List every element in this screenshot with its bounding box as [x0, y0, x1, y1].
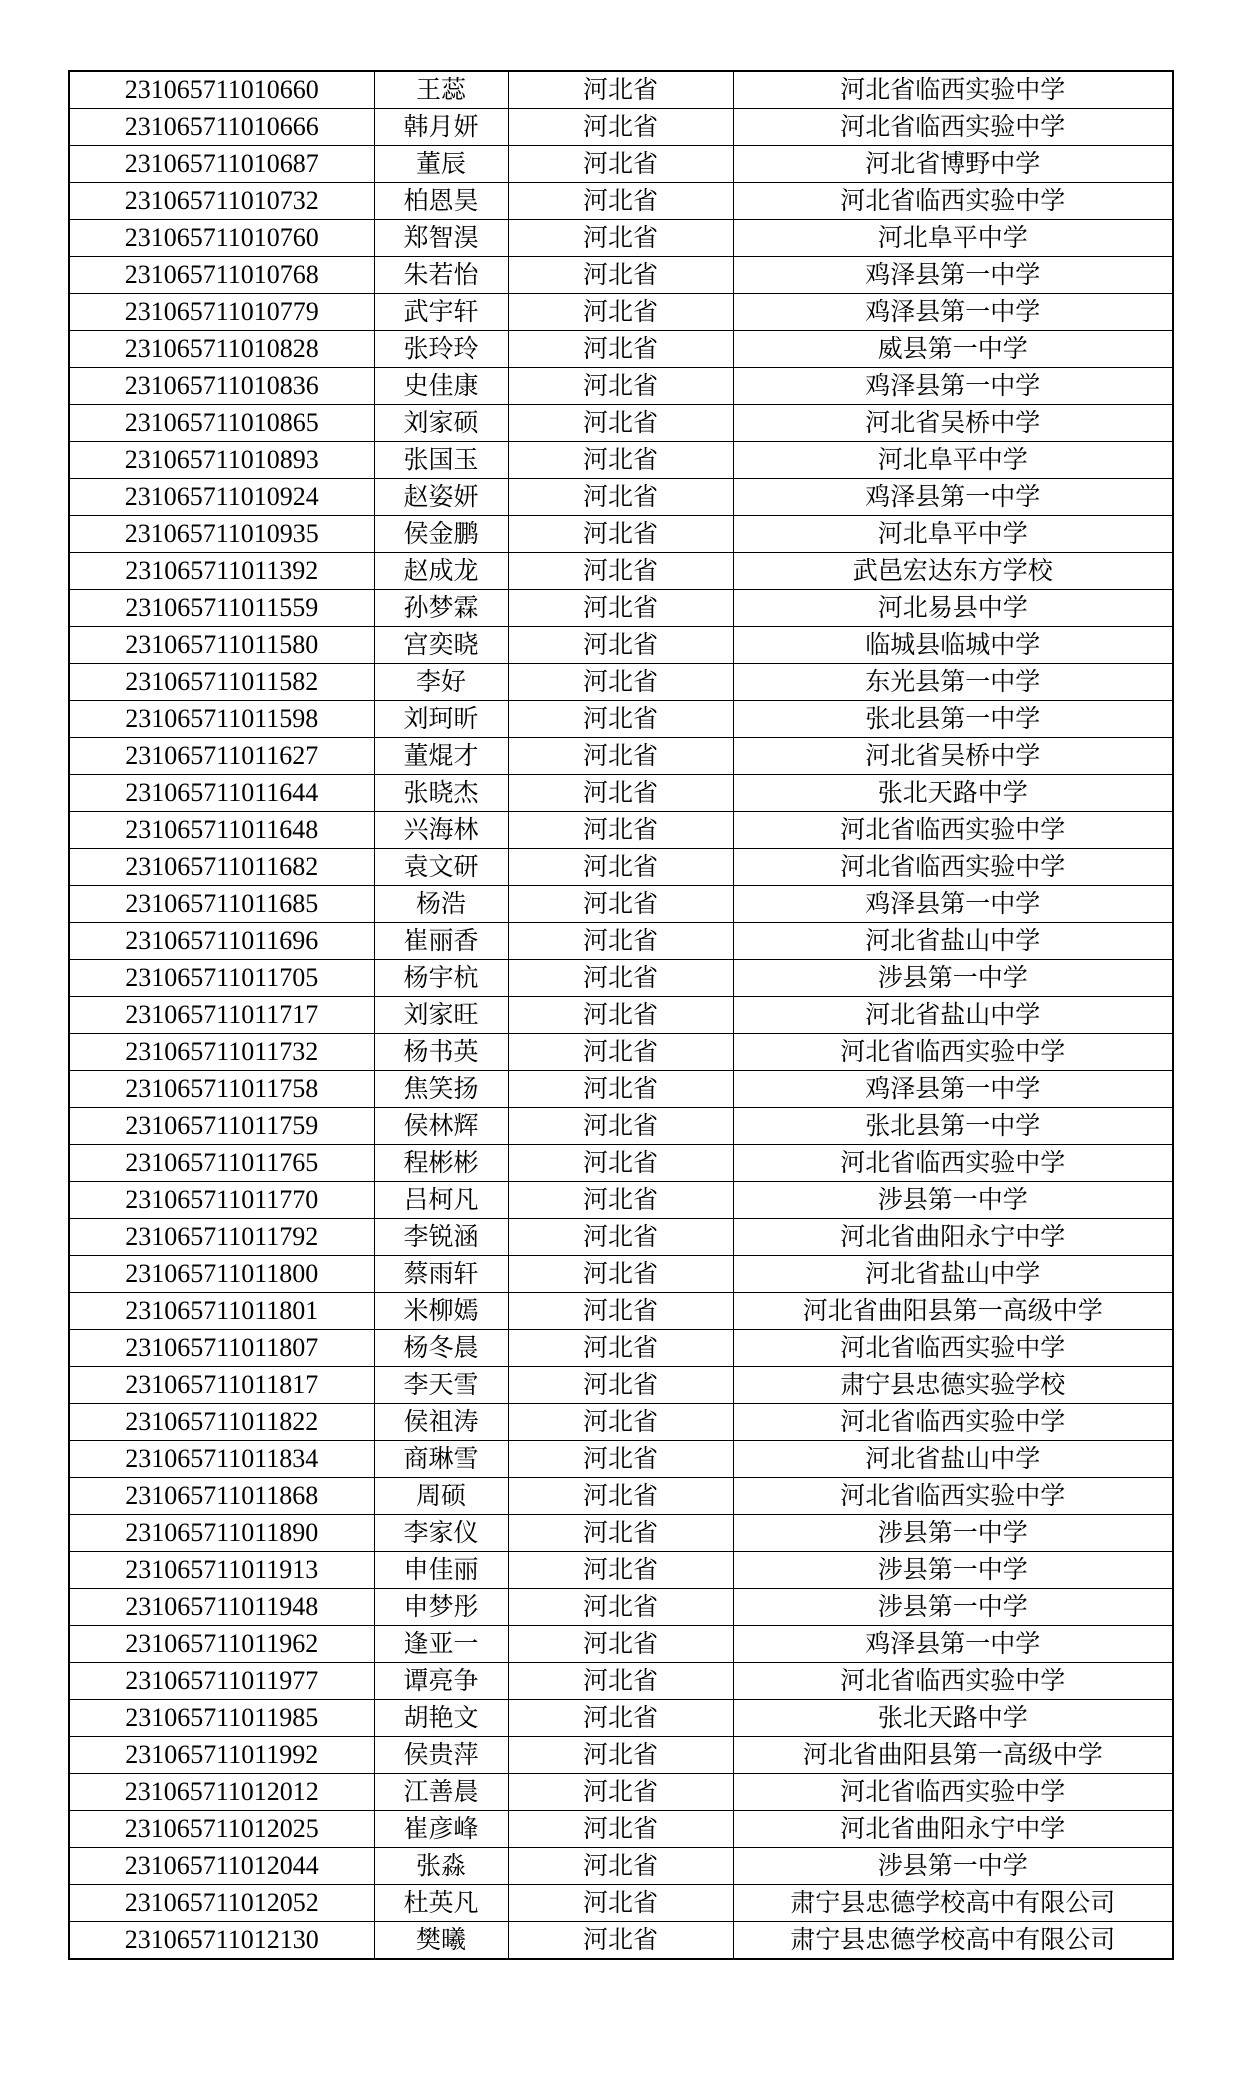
school-cell: 河北省临西实验中学	[733, 1478, 1173, 1515]
student-name-cell: 刘家硕	[374, 405, 508, 442]
school-cell: 河北省临西实验中学	[733, 1145, 1173, 1182]
student-name-cell: 杨冬晨	[374, 1330, 508, 1367]
table-row	[69, 997, 1173, 1034]
student-id-cell: 231065711011392	[69, 553, 374, 590]
student-id-cell: 231065711010660	[69, 71, 374, 109]
student-id-cell: 231065711011758	[69, 1071, 374, 1108]
province-cell: 河北省	[508, 71, 733, 109]
table-row	[69, 1552, 1173, 1589]
table-row	[69, 775, 1173, 812]
school-cell: 河北易县中学	[733, 590, 1173, 627]
province-cell: 河北省	[508, 1404, 733, 1441]
table-row	[69, 1034, 1173, 1071]
table-row	[69, 1848, 1173, 1885]
student-id-cell: 231065711011792	[69, 1219, 374, 1256]
province-cell: 河北省	[508, 1478, 733, 1515]
school-cell: 肃宁县忠德学校高中有限公司	[733, 1885, 1173, 1922]
school-cell: 河北省吴桥中学	[733, 738, 1173, 775]
table-row	[69, 1256, 1173, 1293]
school-cell: 河北省盐山中学	[733, 923, 1173, 960]
table-row	[69, 1589, 1173, 1626]
school-cell: 河北阜平中学	[733, 220, 1173, 257]
table-row	[69, 1700, 1173, 1737]
student-id-cell: 231065711011962	[69, 1626, 374, 1663]
school-cell: 武邑宏达东方学校	[733, 553, 1173, 590]
school-cell: 涉县第一中学	[733, 1848, 1173, 1885]
student-id-cell: 231065711010893	[69, 442, 374, 479]
school-cell: 河北省盐山中学	[733, 1256, 1173, 1293]
student-id-cell: 231065711011817	[69, 1367, 374, 1404]
table-row	[69, 368, 1173, 405]
student-name-cell: 樊曦	[374, 1922, 508, 1960]
student-name-cell: 侯祖涛	[374, 1404, 508, 1441]
student-name-cell: 侯林辉	[374, 1108, 508, 1145]
table-row	[69, 479, 1173, 516]
table-row	[69, 294, 1173, 331]
school-cell: 河北省临西实验中学	[733, 71, 1173, 109]
school-cell: 河北省临西实验中学	[733, 1774, 1173, 1811]
student-name-cell: 宫奕晓	[374, 627, 508, 664]
table-row	[69, 1885, 1173, 1922]
student-name-cell: 赵成龙	[374, 553, 508, 590]
province-cell: 河北省	[508, 997, 733, 1034]
student-id-cell: 231065711011890	[69, 1515, 374, 1552]
province-cell: 河北省	[508, 368, 733, 405]
table-row	[69, 109, 1173, 146]
table-row	[69, 590, 1173, 627]
student-id-cell: 231065711011834	[69, 1441, 374, 1478]
student-name-cell: 韩月妍	[374, 109, 508, 146]
table-row	[69, 1367, 1173, 1404]
student-id-cell: 231065711010732	[69, 183, 374, 220]
student-name-cell: 崔丽香	[374, 923, 508, 960]
student-name-cell: 江善晨	[374, 1774, 508, 1811]
student-name-cell: 吕柯凡	[374, 1182, 508, 1219]
student-id-cell: 231065711010687	[69, 146, 374, 183]
student-name-cell: 董焜才	[374, 738, 508, 775]
province-cell: 河北省	[508, 738, 733, 775]
table-row	[69, 1219, 1173, 1256]
table-row	[69, 1811, 1173, 1848]
school-cell: 河北省盐山中学	[733, 1441, 1173, 1478]
province-cell: 河北省	[508, 775, 733, 812]
school-cell: 鸡泽县第一中学	[733, 1071, 1173, 1108]
province-cell: 河北省	[508, 220, 733, 257]
province-cell: 河北省	[508, 886, 733, 923]
student-id-cell: 231065711011732	[69, 1034, 374, 1071]
student-name-cell: 李好	[374, 664, 508, 701]
table-row	[69, 516, 1173, 553]
student-id-cell: 231065711011580	[69, 627, 374, 664]
student-id-cell: 231065711011868	[69, 1478, 374, 1515]
student-name-cell: 李家仪	[374, 1515, 508, 1552]
roster-body	[69, 71, 1173, 1959]
student-id-cell: 231065711011759	[69, 1108, 374, 1145]
table-row	[69, 1663, 1173, 1700]
table-row	[69, 331, 1173, 368]
province-cell: 河北省	[508, 1256, 733, 1293]
student-id-cell: 231065711010836	[69, 368, 374, 405]
province-cell: 河北省	[508, 294, 733, 331]
province-cell: 河北省	[508, 923, 733, 960]
province-cell: 河北省	[508, 701, 733, 738]
province-cell: 河北省	[508, 1071, 733, 1108]
student-id-cell: 231065711010935	[69, 516, 374, 553]
table-row	[69, 442, 1173, 479]
school-cell: 鸡泽县第一中学	[733, 886, 1173, 923]
province-cell: 河北省	[508, 146, 733, 183]
province-cell: 河北省	[508, 1885, 733, 1922]
table-row	[69, 1182, 1173, 1219]
table-row	[69, 183, 1173, 220]
student-name-cell: 胡艳文	[374, 1700, 508, 1737]
province-cell: 河北省	[508, 1774, 733, 1811]
student-name-cell: 蔡雨轩	[374, 1256, 508, 1293]
student-id-cell: 231065711011765	[69, 1145, 374, 1182]
school-cell: 鸡泽县第一中学	[733, 1626, 1173, 1663]
student-id-cell: 231065711010768	[69, 257, 374, 294]
school-cell: 鸡泽县第一中学	[733, 257, 1173, 294]
student-name-cell: 商琳雪	[374, 1441, 508, 1478]
student-id-cell: 231065711011559	[69, 590, 374, 627]
province-cell: 河北省	[508, 590, 733, 627]
province-cell: 河北省	[508, 627, 733, 664]
student-name-cell: 米柳嫣	[374, 1293, 508, 1330]
province-cell: 河北省	[508, 1552, 733, 1589]
student-id-cell: 231065711012044	[69, 1848, 374, 1885]
school-cell: 肃宁县忠德学校高中有限公司	[733, 1922, 1173, 1960]
school-cell: 涉县第一中学	[733, 1589, 1173, 1626]
student-name-cell: 崔彦峰	[374, 1811, 508, 1848]
province-cell: 河北省	[508, 1589, 733, 1626]
table-row	[69, 553, 1173, 590]
province-cell: 河北省	[508, 109, 733, 146]
province-cell: 河北省	[508, 1700, 733, 1737]
student-name-cell: 郑智淏	[374, 220, 508, 257]
school-cell: 河北阜平中学	[733, 442, 1173, 479]
school-cell: 威县第一中学	[733, 331, 1173, 368]
school-cell: 河北省曲阳县第一高级中学	[733, 1737, 1173, 1774]
student-name-cell: 王蕊	[374, 71, 508, 109]
student-name-cell: 申梦彤	[374, 1589, 508, 1626]
school-cell: 张北天路中学	[733, 775, 1173, 812]
student-id-cell: 231065711012012	[69, 1774, 374, 1811]
student-name-cell: 刘珂昕	[374, 701, 508, 738]
student-id-cell: 231065711010760	[69, 220, 374, 257]
table-row	[69, 923, 1173, 960]
school-cell: 涉县第一中学	[733, 1182, 1173, 1219]
school-cell: 河北省临西实验中学	[733, 1330, 1173, 1367]
table-row	[69, 405, 1173, 442]
school-cell: 河北省临西实验中学	[733, 1404, 1173, 1441]
province-cell: 河北省	[508, 960, 733, 997]
province-cell: 河北省	[508, 405, 733, 442]
school-cell: 张北县第一中学	[733, 701, 1173, 738]
school-cell: 河北省临西实验中学	[733, 1663, 1173, 1700]
school-cell: 鸡泽县第一中学	[733, 294, 1173, 331]
table-row	[69, 1404, 1173, 1441]
student-name-cell: 刘家旺	[374, 997, 508, 1034]
student-name-cell: 朱若怡	[374, 257, 508, 294]
province-cell: 河北省	[508, 1108, 733, 1145]
school-cell: 鸡泽县第一中学	[733, 479, 1173, 516]
province-cell: 河北省	[508, 1737, 733, 1774]
province-cell: 河北省	[508, 1293, 733, 1330]
school-cell: 鸡泽县第一中学	[733, 368, 1173, 405]
student-id-cell: 231065711011948	[69, 1589, 374, 1626]
student-id-cell: 231065711010828	[69, 331, 374, 368]
table-row	[69, 1293, 1173, 1330]
table-row	[69, 886, 1173, 923]
table-row	[69, 849, 1173, 886]
student-name-cell: 焦笑扬	[374, 1071, 508, 1108]
student-id-cell: 231065711012025	[69, 1811, 374, 1848]
student-name-cell: 谭亮争	[374, 1663, 508, 1700]
province-cell: 河北省	[508, 1219, 733, 1256]
student-id-cell: 231065711011807	[69, 1330, 374, 1367]
table-row	[69, 1737, 1173, 1774]
student-id-cell: 231065711011770	[69, 1182, 374, 1219]
province-cell: 河北省	[508, 516, 733, 553]
school-cell: 河北省临西实验中学	[733, 109, 1173, 146]
student-id-cell: 231065711011913	[69, 1552, 374, 1589]
student-name-cell: 史佳康	[374, 368, 508, 405]
table-row	[69, 1330, 1173, 1367]
school-cell: 河北省临西实验中学	[733, 849, 1173, 886]
student-id-cell: 231065711011822	[69, 1404, 374, 1441]
province-cell: 河北省	[508, 1182, 733, 1219]
student-name-cell: 周硕	[374, 1478, 508, 1515]
table-row	[69, 1515, 1173, 1552]
school-cell: 张北天路中学	[733, 1700, 1173, 1737]
student-id-cell: 231065711011682	[69, 849, 374, 886]
student-name-cell: 赵姿妍	[374, 479, 508, 516]
province-cell: 河北省	[508, 183, 733, 220]
province-cell: 河北省	[508, 849, 733, 886]
student-name-cell: 程彬彬	[374, 1145, 508, 1182]
table-row	[69, 71, 1173, 109]
student-name-cell: 逢亚一	[374, 1626, 508, 1663]
table-row	[69, 1108, 1173, 1145]
student-name-cell: 申佳丽	[374, 1552, 508, 1589]
student-id-cell: 231065711011992	[69, 1737, 374, 1774]
table-row	[69, 627, 1173, 664]
student-name-cell: 柏恩昊	[374, 183, 508, 220]
student-name-cell: 杨浩	[374, 886, 508, 923]
student-name-cell: 武宇轩	[374, 294, 508, 331]
province-cell: 河北省	[508, 331, 733, 368]
student-id-cell: 231065711011801	[69, 1293, 374, 1330]
student-name-cell: 侯贵萍	[374, 1737, 508, 1774]
student-id-cell: 231065711011705	[69, 960, 374, 997]
province-cell: 河北省	[508, 1441, 733, 1478]
student-name-cell: 杜英凡	[374, 1885, 508, 1922]
table-row	[69, 812, 1173, 849]
student-name-cell: 杨宇杭	[374, 960, 508, 997]
student-id-cell: 231065711011696	[69, 923, 374, 960]
student-id-cell: 231065711010865	[69, 405, 374, 442]
table-row	[69, 738, 1173, 775]
table-row	[69, 1774, 1173, 1811]
province-cell: 河北省	[508, 1330, 733, 1367]
school-cell: 河北省临西实验中学	[733, 812, 1173, 849]
school-cell: 河北省盐山中学	[733, 997, 1173, 1034]
table-row	[69, 220, 1173, 257]
school-cell: 张北县第一中学	[733, 1108, 1173, 1145]
school-cell: 肃宁县忠德实验学校	[733, 1367, 1173, 1404]
school-cell: 河北省曲阳县第一高级中学	[733, 1293, 1173, 1330]
table-row	[69, 1922, 1173, 1960]
student-name-cell: 张玲玲	[374, 331, 508, 368]
province-cell: 河北省	[508, 1663, 733, 1700]
table-row	[69, 257, 1173, 294]
student-id-cell: 231065711011598	[69, 701, 374, 738]
school-cell: 河北省曲阳永宁中学	[733, 1219, 1173, 1256]
table-row	[69, 1145, 1173, 1182]
student-name-cell: 孙梦霖	[374, 590, 508, 627]
student-id-cell: 231065711012130	[69, 1922, 374, 1960]
student-id-cell: 231065711011644	[69, 775, 374, 812]
table-row	[69, 664, 1173, 701]
student-name-cell: 张淼	[374, 1848, 508, 1885]
table-row	[69, 1626, 1173, 1663]
student-name-cell: 李天雪	[374, 1367, 508, 1404]
student-name-cell: 侯金鹏	[374, 516, 508, 553]
student-id-cell: 231065711011717	[69, 997, 374, 1034]
table-row	[69, 146, 1173, 183]
province-cell: 河北省	[508, 1922, 733, 1960]
province-cell: 河北省	[508, 1034, 733, 1071]
student-roster-table	[68, 70, 1174, 1960]
school-cell: 河北省临西实验中学	[733, 1034, 1173, 1071]
province-cell: 河北省	[508, 1626, 733, 1663]
province-cell: 河北省	[508, 1848, 733, 1885]
student-name-cell: 兴海林	[374, 812, 508, 849]
student-id-cell: 231065711011627	[69, 738, 374, 775]
student-id-cell: 231065711012052	[69, 1885, 374, 1922]
table-row	[69, 1441, 1173, 1478]
student-name-cell: 董辰	[374, 146, 508, 183]
province-cell: 河北省	[508, 664, 733, 701]
student-name-cell: 李锐涵	[374, 1219, 508, 1256]
school-cell: 涉县第一中学	[733, 1552, 1173, 1589]
student-name-cell: 袁文研	[374, 849, 508, 886]
school-cell: 临城县临城中学	[733, 627, 1173, 664]
province-cell: 河北省	[508, 1367, 733, 1404]
student-name-cell: 张晓杰	[374, 775, 508, 812]
province-cell: 河北省	[508, 812, 733, 849]
school-cell: 河北阜平中学	[733, 516, 1173, 553]
student-id-cell: 231065711010666	[69, 109, 374, 146]
student-id-cell: 231065711011648	[69, 812, 374, 849]
student-id-cell: 231065711011582	[69, 664, 374, 701]
school-cell: 涉县第一中学	[733, 1515, 1173, 1552]
student-name-cell: 杨书英	[374, 1034, 508, 1071]
province-cell: 河北省	[508, 479, 733, 516]
table-row	[69, 1478, 1173, 1515]
school-cell: 东光县第一中学	[733, 664, 1173, 701]
province-cell: 河北省	[508, 1145, 733, 1182]
student-name-cell: 张国玉	[374, 442, 508, 479]
school-cell: 河北省吴桥中学	[733, 405, 1173, 442]
province-cell: 河北省	[508, 442, 733, 479]
student-id-cell: 231065711011685	[69, 886, 374, 923]
table-row	[69, 1071, 1173, 1108]
school-cell: 河北省曲阳永宁中学	[733, 1811, 1173, 1848]
table-row	[69, 960, 1173, 997]
school-cell: 河北省临西实验中学	[733, 183, 1173, 220]
province-cell: 河北省	[508, 257, 733, 294]
province-cell: 河北省	[508, 1811, 733, 1848]
province-cell: 河北省	[508, 1515, 733, 1552]
student-id-cell: 231065711010779	[69, 294, 374, 331]
school-cell: 涉县第一中学	[733, 960, 1173, 997]
province-cell: 河北省	[508, 553, 733, 590]
student-id-cell: 231065711011977	[69, 1663, 374, 1700]
table-row	[69, 701, 1173, 738]
student-id-cell: 231065711011800	[69, 1256, 374, 1293]
student-id-cell: 231065711010924	[69, 479, 374, 516]
student-id-cell: 231065711011985	[69, 1700, 374, 1737]
school-cell: 河北省博野中学	[733, 146, 1173, 183]
